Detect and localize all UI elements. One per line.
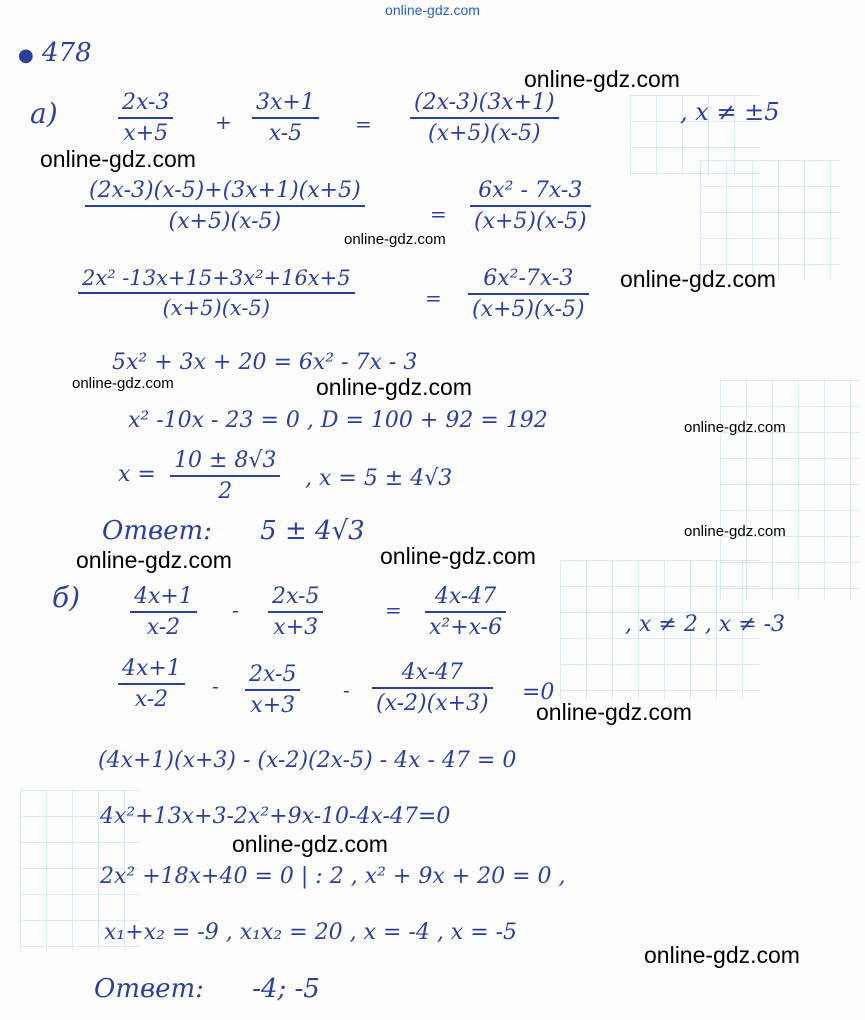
part-b-eq2-zero: =0 <box>522 680 555 705</box>
watermark: online-gdz.com <box>316 374 472 400</box>
domain-condition: , x ≠ 2 , x ≠ -3 <box>625 612 786 637</box>
answer-label: Ответ: <box>102 516 212 546</box>
part-b-answer <box>94 976 320 1002</box>
denominator: x-2 <box>118 683 185 711</box>
denominator: x+3 <box>268 611 323 639</box>
numerator: (2x-3)(3x+1) <box>414 90 555 115</box>
numerator: 2x-5 <box>272 584 320 609</box>
part-a-eq1-fraction-1 <box>118 92 173 145</box>
watermark: online-gdz.com <box>644 942 800 968</box>
part-b-eq1-fraction-1 <box>130 586 197 639</box>
numerator: 10 ± 8√3 <box>174 448 277 473</box>
plus-sign: + <box>215 110 232 134</box>
part-b-eq2-fraction-3 <box>372 662 493 715</box>
top-watermark: online-gdz.com <box>385 2 480 18</box>
watermark: online-gdz.com <box>72 375 174 392</box>
equals-sign: = <box>425 286 442 310</box>
numerator: 6x²-7x-3 <box>483 266 574 291</box>
watermark: online-gdz.com <box>620 266 776 292</box>
numerator: 2x² -13x+15+3x²+16x+5 <box>82 266 351 290</box>
minus-sign: - <box>232 598 239 622</box>
part-b-eq1-fraction-right <box>425 586 506 639</box>
numerator: 6x² - 7x-3 <box>478 178 583 203</box>
watermark: online-gdz.com <box>380 543 536 569</box>
watermark: online-gdz.com <box>344 231 446 248</box>
equals-sign: = <box>385 598 402 622</box>
denominator: (x-2)(x+3) <box>372 687 493 715</box>
part-a-eq1-fraction-2 <box>252 92 319 145</box>
part-b-eq1-fraction-2 <box>268 586 323 639</box>
watermark: online-gdz.com <box>684 523 786 540</box>
numerator: 4x+1 <box>122 656 181 681</box>
part-a-line5: x² -10x - 23 = 0 , D = 100 + 92 = 192 <box>128 408 548 433</box>
denominator: (x+5)(x-5) <box>468 293 589 321</box>
denominator: (x+5)(x-5) <box>410 117 559 145</box>
part-b-line3: (4x+1)(x+3) - (x-2)(2x-5) - 4x - 47 = 0 <box>98 748 517 773</box>
equals-sign: = <box>430 202 447 226</box>
part-b-line5: 2x² +18x+40 = 0 | : 2 , x² + 9x + 20 = 0 , <box>100 864 566 889</box>
part-a-answer <box>102 518 365 544</box>
denominator: (x+5)(x-5) <box>470 205 591 233</box>
part-a-eq3-left <box>78 268 355 319</box>
answer-label: Ответ: <box>94 974 204 1004</box>
numerator: 2x-3 <box>122 90 170 115</box>
part-a-eq1-fraction-right <box>410 92 559 145</box>
problem-number: 478 <box>41 38 92 68</box>
part-b-eq2-fraction-1 <box>118 658 185 711</box>
part-a-roots-simplified: , x = 5 ± 4√3 <box>305 466 453 491</box>
minus-sign: - <box>212 674 219 698</box>
denominator: x+5 <box>118 117 173 145</box>
denominator: (x+5)(x-5) <box>85 205 365 233</box>
numerator: 4x+1 <box>134 584 193 609</box>
part-a-eq2-left <box>85 180 365 233</box>
part-a-eq3-right <box>468 268 589 321</box>
grid-fragment <box>700 160 840 280</box>
numerator: 4x-47 <box>434 584 497 609</box>
watermark: online-gdz.com <box>536 699 692 725</box>
equals-sign: = <box>355 112 372 136</box>
watermark: online-gdz.com <box>76 547 232 573</box>
denominator: (x+5)(x-5) <box>78 292 355 319</box>
answer-value: -4; -5 <box>252 974 320 1004</box>
denominator: x-5 <box>252 117 319 145</box>
numerator: 2x-5 <box>249 662 297 687</box>
denominator: x+3 <box>245 689 300 717</box>
watermark: online-gdz.com <box>232 831 388 857</box>
numerator: 4x-47 <box>401 660 464 685</box>
denominator: x-2 <box>130 611 197 639</box>
part-a-label: а) <box>30 97 58 130</box>
part-b-line6: x₁+x₂ = -9 , x₁x₂ = 20 , x = -4 , x = -5 <box>104 920 518 945</box>
part-a-eq2-right <box>470 180 591 233</box>
answer-value: 5 ± 4√3 <box>260 516 365 546</box>
part-b-eq2-fraction-2 <box>245 664 300 717</box>
domain-condition: , x ≠ ±5 <box>680 98 780 126</box>
denominator: x²+x-6 <box>425 611 506 639</box>
denominator: 2 <box>170 475 280 503</box>
part-a-roots-fraction <box>170 450 280 503</box>
numerator: (2x-3)(x-5)+(3x+1)(x+5) <box>89 178 361 203</box>
numerator: 3x+1 <box>256 90 315 115</box>
watermark: online-gdz.com <box>684 419 786 436</box>
watermark: online-gdz.com <box>40 146 196 172</box>
problem-bullet: ● <box>18 45 34 66</box>
watermark: online-gdz.com <box>524 66 680 92</box>
part-b-label: б) <box>52 581 81 614</box>
part-a-x-equals: x = <box>118 462 156 487</box>
part-a-line4: 5x² + 3x + 20 = 6x² - 7x - 3 <box>112 350 418 375</box>
minus-sign: - <box>343 678 350 702</box>
part-b-line4: 4x²+13x+3-2x²+9x-10-4x-47=0 <box>100 804 451 829</box>
problem-number-mark <box>18 40 92 66</box>
